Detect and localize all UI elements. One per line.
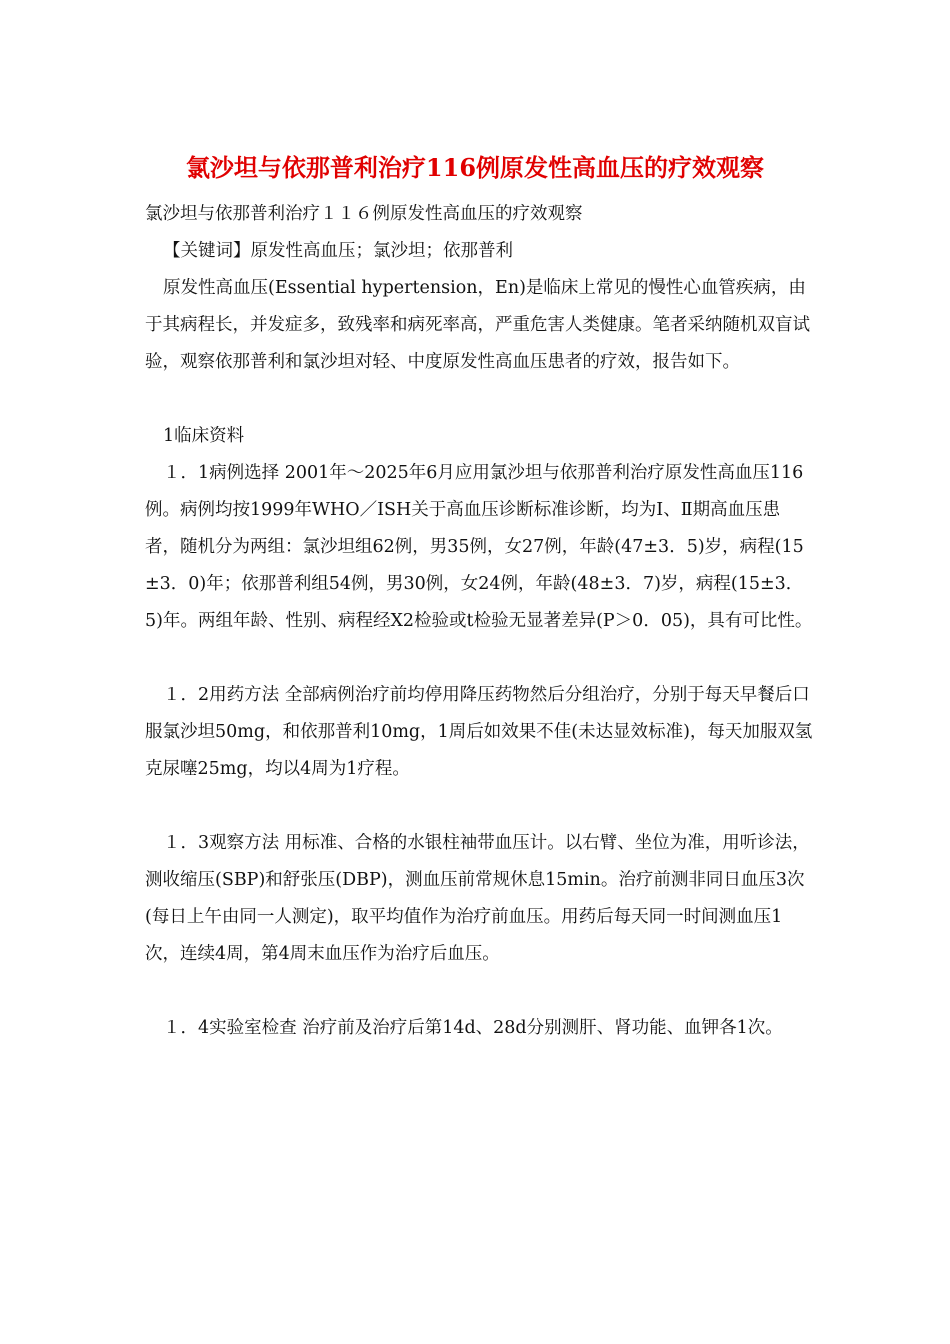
paragraph-spacer — [145, 973, 815, 1010]
section-1-1-case-selection: １．1病例选择 2001年～2025年6月应用氯沙坦与依那普利治疗原发性高血压116例。病例均按1999年WHO／ISH关于高血压诊断标准诊断，均为Ⅰ、Ⅱ期高血压患者，随机分为两组：氯沙坦组62例，男35例，女27例，年龄(47±3．5)岁，病程(15±3．0)年；依那普利组54例，男30例，女24例，年龄(48±3．7)岁，病程(15±3．5)年。两组年龄、性别、病程经X2检验或t检验无显著差异(P＞0．05)，具有可比性。 — [145, 463, 813, 631]
document-body — [145, 196, 815, 1047]
section-1-3-observation-method: １．3观察方法 用标准、合格的水银柱袖带血压计。以右臂、坐位为准，用听诊法，测收缩压(SBP)和舒张压(DBP)，测血压前常规休息15min。治疗前测非同日血压3次(每日上午由同一人测定)，取平均值作为治疗前血压。用药后每天同一时间测血压1次，连续4周，第4周末血压作为治疗后血压。 — [145, 833, 810, 964]
intro-paragraph: 原发性高血压(Essential hypertension，En)是临床上常见的慢性心血管疾病，由于其病程长，并发症多，致残率和病死率高，严重危害人类健康。笔者采纳随机双盲试验，观察依那普利和氯沙坦对轻、中度原发性高血压患者的疗效，报告如下。 — [145, 278, 810, 372]
section-heading-clinical-data: 1临床资料 — [163, 426, 245, 446]
section-1-2-medication-method: １．2用药方法 全部病例治疗前均停用降压药物然后分组治疗，分别于每天早餐后口服氯沙坦50mg，和依那普利10mg，1周后如效果不佳(未达显效标准)，每天加服双氢克尿噻25mg，均以4周为1疗程。 — [145, 685, 813, 779]
paragraph-spacer — [145, 381, 815, 418]
paragraph-spacer — [145, 640, 815, 677]
section-1-4-lab-tests: １．4实验室检查 治疗前及治疗后第14d、28d分别测肝、肾功能、血钾各1次。 — [163, 1018, 783, 1038]
paragraph-spacer — [145, 788, 815, 825]
document-subtitle: 氯沙坦与依那普利治疗１１６例原发性高血压的疗效观察 — [145, 204, 583, 224]
document-title: 氯沙坦与依那普利治疗116例原发性高血压的疗效观察 — [185, 153, 765, 182]
keywords-line: 【关键词】原发性高血压；氯沙坦；依那普利 — [163, 241, 513, 261]
